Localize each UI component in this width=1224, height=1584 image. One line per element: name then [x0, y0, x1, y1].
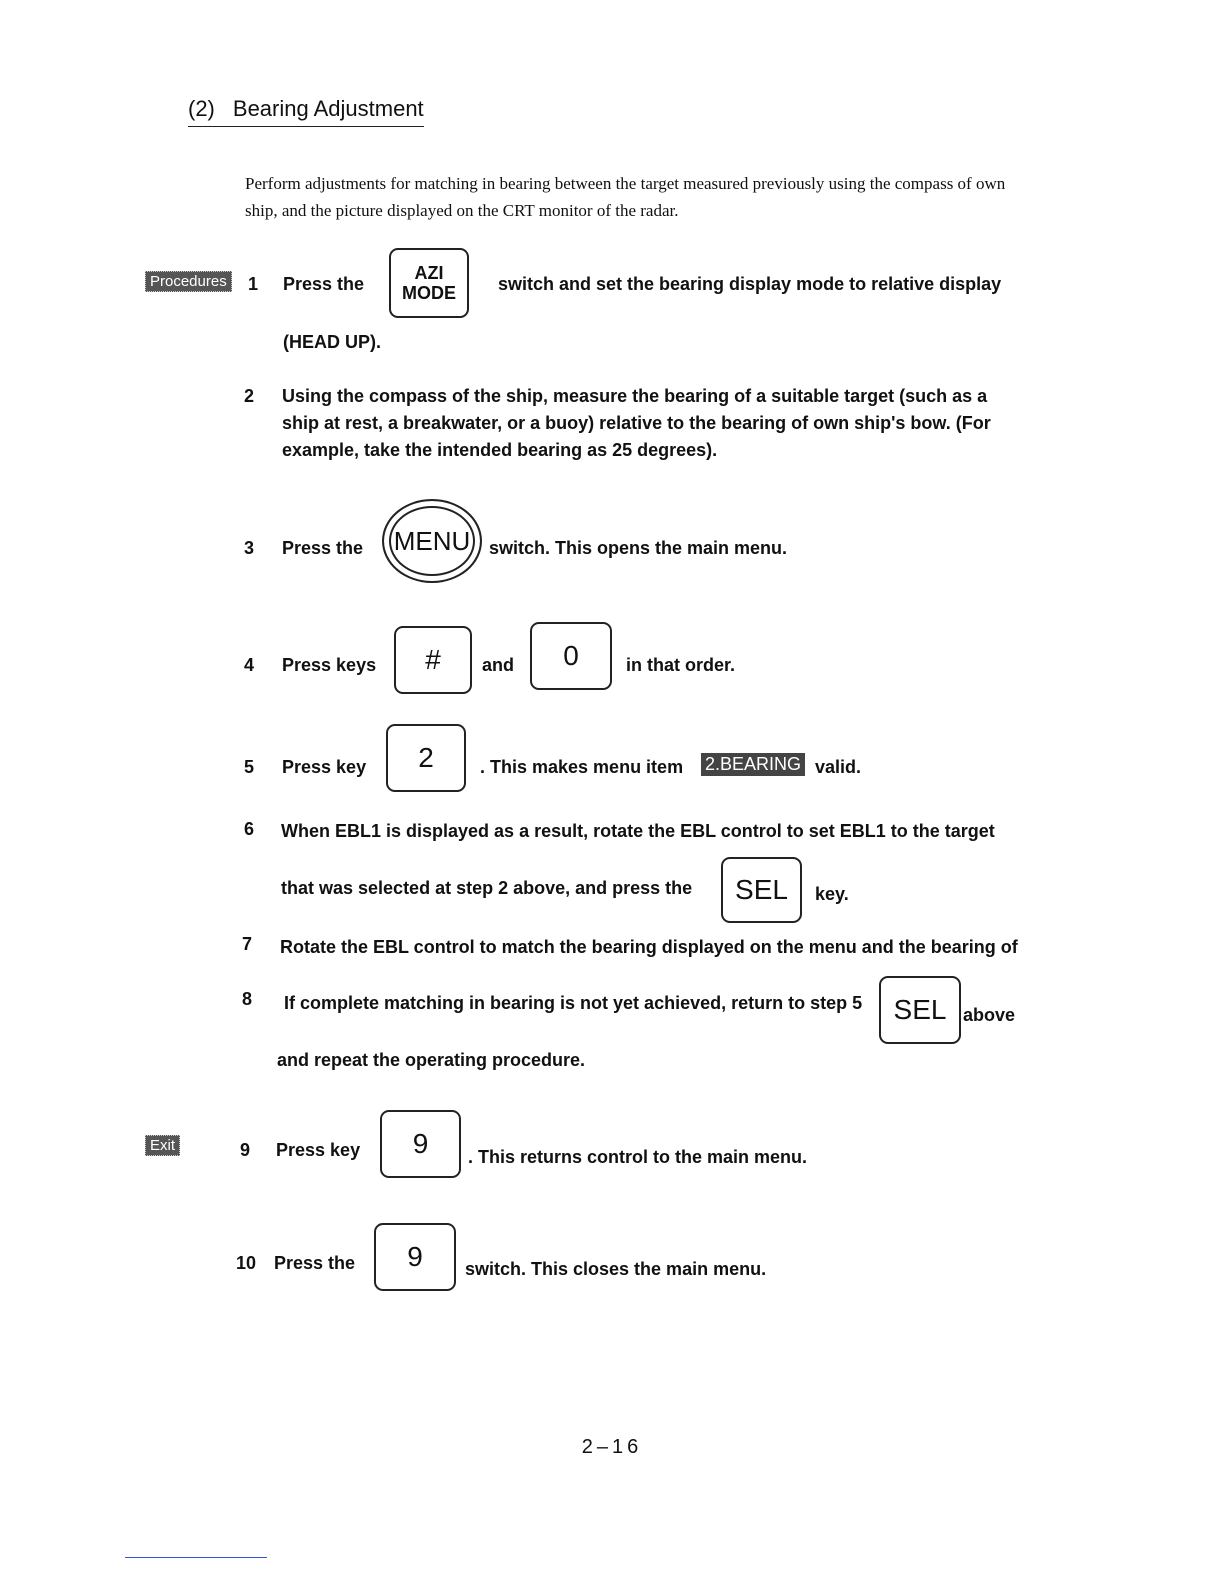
step-8-line-1: If complete matching in bearing is not yet achieved, return to step 5	[284, 993, 863, 1013]
step-5-text-valid: valid.	[815, 757, 862, 777]
step-4-and: and	[482, 655, 515, 675]
step-10-text-post: switch. This closes the main menu.	[465, 1259, 767, 1279]
section-heading	[188, 96, 424, 127]
azi-mode-key	[389, 248, 469, 318]
bottom-divider	[125, 1557, 267, 1558]
step-9-text-post: . This returns control to the main menu.	[468, 1147, 808, 1167]
azi-mode-key-line2: MODE	[402, 283, 456, 303]
menu-key: MENU	[382, 499, 482, 583]
sel-key-step-8: SEL	[879, 976, 961, 1044]
step-7-number: 7	[242, 934, 253, 954]
step-3-text: Press the	[282, 538, 364, 558]
step-2-number: 2	[244, 386, 255, 406]
step-3-number: 3	[244, 538, 255, 558]
step-5-number: 5	[244, 757, 255, 777]
step-5-text-post: . This makes menu item	[480, 757, 684, 777]
section-title: Bearing Adjustment	[232, 96, 424, 121]
step-5-text: Press key	[282, 757, 367, 777]
step-1-number: 1	[248, 274, 259, 294]
step-8-text-post: above	[963, 1005, 1016, 1025]
two-key: 2	[386, 724, 466, 792]
section-number: (2)	[188, 96, 215, 121]
sel-key: SEL	[721, 857, 802, 923]
step-1-text: Press the	[283, 274, 365, 294]
azi-mode-key-line1: AZI	[414, 263, 444, 283]
step-6-number: 6	[244, 819, 255, 839]
step-1-text-post: switch and set the bearing display mode to relative display	[498, 274, 1002, 294]
bearing-menu-item: 2.BEARING	[701, 753, 805, 776]
procedures-badge[interactable]: Procedures	[145, 271, 232, 292]
step-8-line-2: and repeat the operating procedure.	[277, 1050, 586, 1070]
step-10-text: Press the	[274, 1253, 356, 1273]
step-10-number: 10	[236, 1253, 257, 1273]
step-2-line-1: Using the compass of the ship, measure the bearing of a suitable target (such as a	[282, 386, 988, 406]
exit-badge[interactable]: Exit	[145, 1135, 180, 1156]
step-4-text-post: in that order.	[626, 655, 736, 675]
step-4-number: 4	[244, 655, 255, 675]
hash-key: #	[394, 626, 472, 694]
intro-paragraph: Perform adjustments for matching in bearing between the target measured previously using the compass of own ship, and the picture displayed on the CRT monitor of the radar.	[245, 174, 1006, 220]
step-1-continuation: (HEAD UP).	[283, 332, 381, 352]
zero-key: 0	[530, 622, 612, 690]
nine-key: 9	[380, 1110, 461, 1178]
step-4-text: Press keys	[282, 655, 377, 675]
step-2-line-3: example, take the intended bearing as 25 degrees).	[282, 440, 718, 460]
step-6-text-post: key.	[815, 884, 849, 904]
step-9-number: 9	[240, 1140, 251, 1160]
step-2-line-2: ship at rest, a breakwater, or a buoy) relative to the bearing of own ship's bow. (For	[282, 413, 991, 433]
step-7-line-1: Rotate the EBL control to match the bearing displayed on the menu and the bearing of	[280, 937, 1018, 957]
nine-key-step-10: 9	[374, 1223, 456, 1291]
step-3-text-post: switch. This opens the main menu.	[489, 538, 788, 558]
step-9-text: Press key	[276, 1140, 361, 1160]
step-6-line-2: that was selected at step 2 above, and press the	[281, 878, 693, 898]
step-6-line-1: When EBL1 is displayed as a result, rotate the EBL control to set EBL1 to the target	[281, 821, 995, 841]
step-8-number: 8	[242, 989, 253, 1009]
page-number: 2–16	[581, 1436, 643, 1458]
